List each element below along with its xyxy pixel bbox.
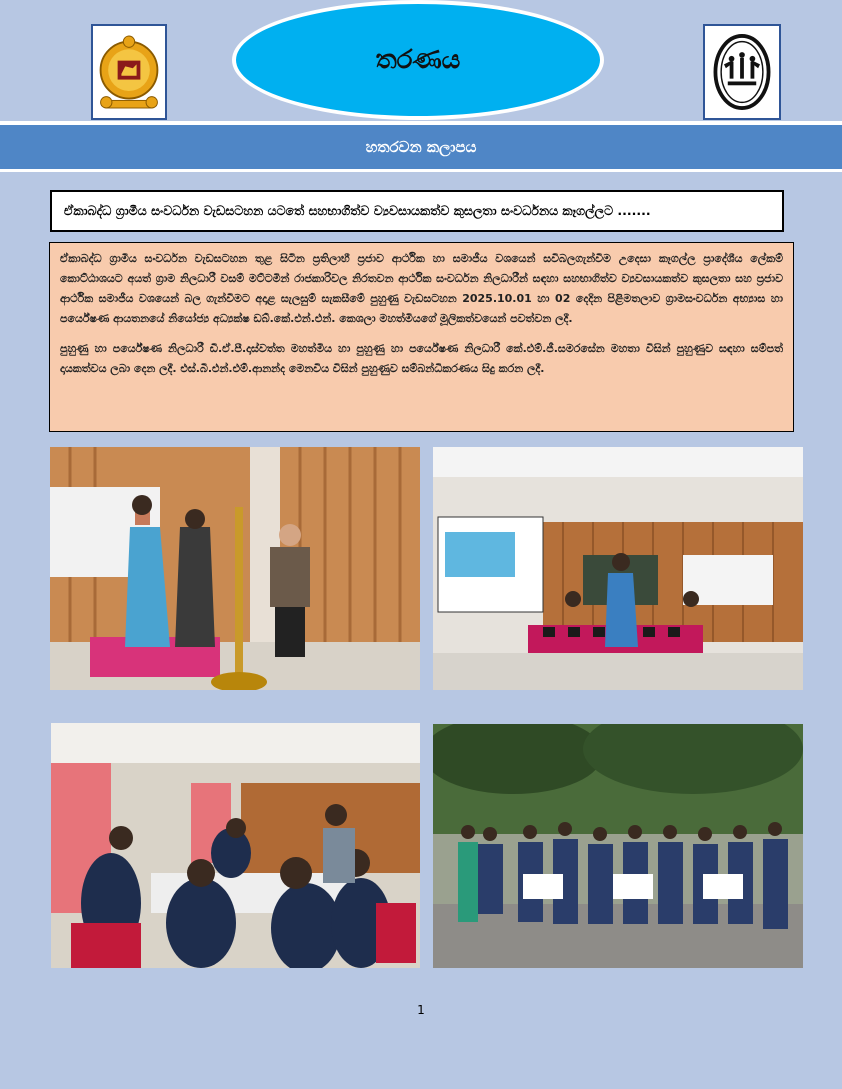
section-rule xyxy=(0,169,842,172)
article-body xyxy=(49,242,794,432)
article-paragraph: පුහුණු හා පර්යේෂණ නිලධාරී ඩී.ඒ.පී.දාස්වත්ත මහත්මිය හා පුහුණු හා පර්යේෂණ නිලධාරී කේ.එම්.ජී.සමරසේන මහතා විසින් පුහුණුව සඳහා සම්පත් දායකත්වය ලබා දෙන ලදී. එස්.බී.එන්.එම්.ආනන්ද මෙනවිය විසින් පුහුණුව සම්බන්ධීකරණය සිදු කරන ලදී. xyxy=(60,342,783,375)
section-title: හතරවන කලාපය xyxy=(365,138,477,156)
article-headline: ඒකාබද්ධ ග්‍රාමීය සංවර්ධන වැඩසටහන යටතේ සහභාගිත්ව ව්‍යවසායකත්ව කුසලතා සංවර්ධනය කෑගල්ලට ....... xyxy=(64,203,651,218)
article-headline-box xyxy=(50,190,784,232)
sri-lanka-emblem-icon xyxy=(91,24,167,120)
title-oval xyxy=(232,0,604,120)
page-number: 1 xyxy=(417,1003,425,1017)
institute-logo-icon xyxy=(703,24,781,120)
photo-lamp-lighting xyxy=(50,447,420,690)
page-title: තරණය xyxy=(375,44,461,75)
article-paragraph: ඒකාබද්ධ ග්‍රාමීය සංවර්ධන වැඩසටහන තුළ සිටින ප්‍රතිලාභී ප්‍රජාව ආර්ථික හා සමාජීය වශයෙන් සවිබලගැන්වීම උදෙසා කෑගල්ල ප්‍රාදේශීය ලේකම් කොට්ඨාශයට අයත් ග්‍රාම නිලධාරී වසම් මට්ටමින් රාජකාරිවල නිරතවන ආර්ථික සංවර්ධන නිලධාරීන් සඳහා සහභාගිත්ව ව්‍යවසායකත්ව කුසලතා සහ ප්‍රජාව ආර්ථික සමාජීය වශයෙන් බල ගැන්වීමට අදාළ සැලසුම් සැකසීමේ පුහුණු වැඩසටහන 2025.10.01 හා 02 දෙදින පිළිමතලාව ග්‍රාමසංවර්ධන අභ්‍යාස හා පර්යේෂණ ආයතනයේ නියෝජ්‍ය අධ්‍යක්ෂ ඩබ්.කේ.එන්.එන්. කෙශලා මහත්මියගේ මූලිකත්වයෙන් පවත්වන ලදී. xyxy=(60,252,783,325)
photo-group-portrait xyxy=(433,724,803,968)
photo-group-work xyxy=(51,723,420,968)
section-bar xyxy=(0,125,842,169)
photo-presentation xyxy=(433,447,803,690)
